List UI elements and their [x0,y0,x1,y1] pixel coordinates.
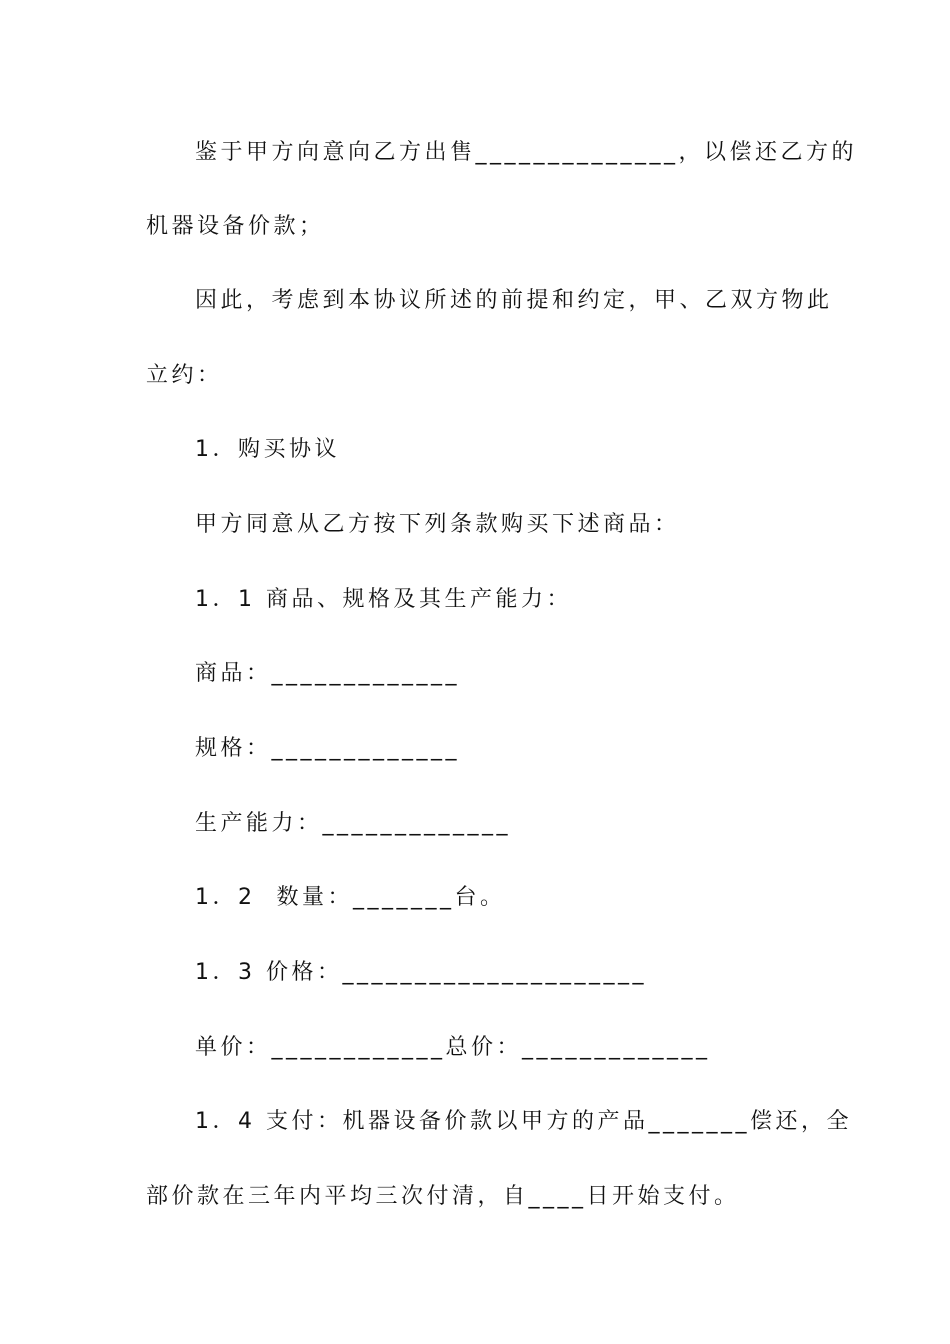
clause-1-1: 1．1 商品、规格及其生产能力： [195,587,572,612]
clause-1-2-quantity: 1．2 数量：_______台。 [195,885,506,910]
section-heading-purchase: 1．购买协议 [195,437,340,462]
clause-1-4-payment-cont: 部价款在三年内平均三次付清，自____日开始支付。 [146,1184,740,1209]
paragraph-considering: 因此，考虑到本协议所述的前提和约定，甲、乙双方物此 [195,288,833,313]
paragraph-purchase-terms: 甲方同意从乙方按下列条款购买下述商品： [195,512,680,537]
field-capacity: 生产能力：_____________ [195,811,512,836]
paragraph-sale-intent: 鉴于甲方向意向乙方出售______________，以偿还乙方的 [195,140,858,165]
paragraph-considering-cont: 立约： [146,363,223,388]
paragraph-sale-intent-cont: 机器设备价款； [146,214,325,239]
clause-1-3-price: 1．3 价格：_____________________ [195,960,647,985]
field-unit-total-price: 单价：____________总价：_____________ [195,1035,711,1060]
field-goods: 商品：_____________ [195,661,461,686]
field-specification: 规格：_____________ [195,736,461,761]
clause-1-4-payment: 1．4 支付：机器设备价款以甲方的产品_______偿还，全 [195,1109,852,1134]
